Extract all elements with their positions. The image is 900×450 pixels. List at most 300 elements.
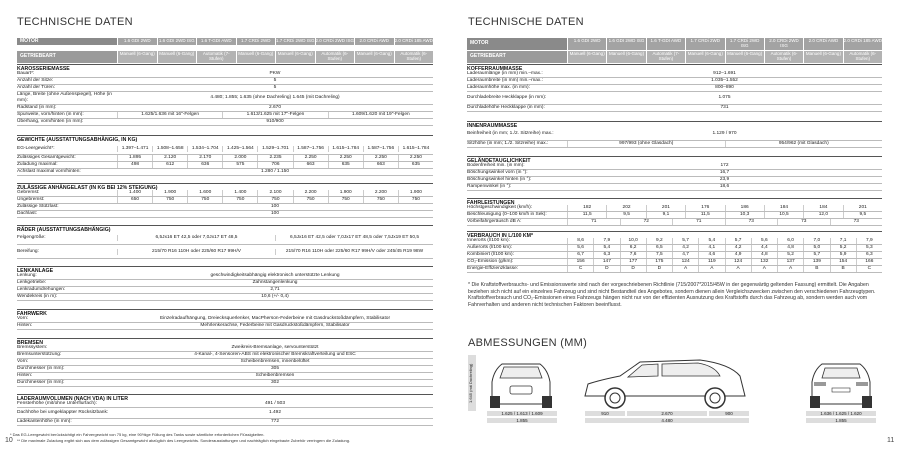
left-row-ladekante: [17, 419, 433, 426]
left-gesamtgewicht-value: 2.120: [152, 155, 187, 161]
left-dachlast-label: Dachlast:: [17, 211, 37, 216]
left-felgen-label: Felgengröße:: [17, 235, 46, 240]
right-row-laderaumhoehe: [467, 85, 882, 92]
right-vorbeifahr-value: 73: [777, 219, 830, 225]
right-vorbeifahr-value: 73: [725, 219, 778, 225]
left-dachlast-value: 100: [270, 211, 279, 216]
right-kombiniert-value: 4,7: [672, 252, 698, 258]
left-zuladung-value: 663: [363, 162, 398, 168]
left-spurweite-value: 1.613/1.625 mit 17"-Felgen: [222, 112, 327, 118]
left-engines-3: 1.7 CRDi 2WD: [236, 38, 276, 45]
left-b_dm_hinten-value: 302: [270, 380, 279, 385]
left-lenkradumdrehungen-label: Lenkradumdrehungen:: [17, 287, 66, 292]
right-co2-value: 156: [567, 259, 593, 265]
right-kombiniert-value: 7,6: [620, 252, 646, 258]
left-karosserie_title: KAROSSERIEMASSE: [17, 64, 433, 72]
right-kombiniert-value: 5,7: [803, 252, 829, 258]
right-row-effizienz: [467, 266, 882, 273]
right-innerorts-value: 6,0: [777, 238, 803, 244]
right-co2-value: 124: [672, 259, 698, 265]
left-row-dachlast: [17, 211, 433, 218]
right-title: TECHNISCHE DATEN: [468, 16, 584, 28]
left-achslast-value: 1.280 / 1.150: [260, 169, 289, 174]
left-leergewicht-label: EG-Leergewicht*:: [17, 145, 55, 151]
right-bodenfreiheit-label: Bodenfreiheit min. (in mm):: [467, 163, 525, 168]
left-lenkradumdrehungen-value: 2,71: [270, 287, 280, 292]
right-hoechst-value: 182: [567, 205, 606, 211]
right-effizienz-value: A: [698, 266, 724, 272]
left-row-lenkung: [17, 273, 433, 280]
left-row-dachhoehe: [17, 408, 433, 419]
right-beschl-value: 9,1: [646, 212, 685, 218]
left-zuladung-value: 636: [187, 162, 222, 168]
left-stuetzlast-value: 100: [270, 204, 279, 209]
left-engines-7: 2.0 CRDi 185 AWD: [394, 38, 433, 43]
left-bremsunterstuetzung-value: 4-Kanal-, 4-Sensoren-ABS mit elektronischer Bremskraftverteilung und ESC: [194, 352, 356, 357]
left-row-leergewicht: [17, 143, 433, 155]
right-fahr_title: FAHRLEISTUNGEN: [467, 198, 882, 206]
right-effizienz-value: C: [567, 266, 593, 272]
left-radstand-label: Radstand (in mm):: [17, 105, 57, 110]
left-zuladung-label: Zuladung maximal:: [17, 162, 58, 167]
left-row-tueren: [17, 85, 433, 92]
left-b_dm_vorn-label: Durchmesser (in mm):: [17, 366, 65, 371]
left-gebremst-value: 1.900: [328, 190, 363, 196]
left-gebremst-value: 2.200: [293, 190, 328, 196]
left-gesamtgewicht-value: 2.250: [328, 155, 363, 161]
left-laenge-value: 4.480; 1.855; 1.635 (ohne Dachreling) 1.645 (mit Dachreling): [210, 95, 340, 100]
right-hoechst-value: 184: [764, 205, 803, 211]
left-zuladung-value: 706: [257, 162, 292, 168]
left-zuladung-value: 635: [398, 162, 433, 168]
right-ausserorts-value: 4,2: [672, 245, 698, 251]
left-gebremst-value: 1.900: [152, 190, 187, 196]
right-effizienz-value: A: [751, 266, 777, 272]
left-bremsen_title: BREMSEN: [17, 338, 433, 346]
left-wendekreis-value: 10,6 (+/- 0,4): [261, 294, 289, 299]
left-bremsunterstuetzung-label: Bremsunterstützung:: [17, 352, 62, 357]
left-engines-0: 1.6 GDI 2WD: [117, 38, 157, 45]
right-boeschung_v-value: 16,7: [719, 170, 730, 175]
right-ausserorts-value: 5,2: [830, 245, 856, 251]
right-kombiniert-value: 7,5: [646, 252, 672, 258]
right-beschl-value: 9,5: [606, 212, 645, 218]
dim-front-height: 1.645 (mit Dachreling): [468, 355, 476, 411]
right-innerorts-value: 8,6: [567, 238, 593, 244]
right-beschl-value: 10,5: [764, 212, 803, 218]
left-stuetzlast-label: Zulässige Stützlast:: [17, 204, 59, 209]
right-row-boeschung_h: [467, 177, 882, 184]
consumption-footnote: * Die Kraftstoffverbrauchs- und Emissionswerte sind nach der vorgeschriebenen Richtlinie (715/2007*2015/45W in der gegenwärtig geltenden Fassung) ermittelt. Die Angaben beziehen sich nicht auf ein einzelnes Fahrzeug und sind nicht Bestandteil des Angebotes, sondern dienen allein Vergleichszwecken zwischen den verschiedenen Fahrzeugtypen. Kraftstoffverbrauch und CO₂-Emissionen eines Fahrzeugs hängen nicht nur von der effizienten Ausnutzung des Kraftstoffs durch das Fahrzeug ab, sondern werden auch vom Fahrverhalten und anderen nicht technischen Faktoren beeinflusst.: [468, 282, 876, 308]
left-gears-4: Manuell (6-Gang): [275, 51, 315, 63]
left-ungebremst-value: 750: [328, 197, 363, 203]
right-vorbeifahr-value: 71: [567, 219, 620, 225]
left-gesamtgewicht-label: Zulässiges Gesamtgewicht:: [17, 155, 76, 160]
right-beschl-value: 11,5: [685, 212, 724, 218]
right-gears-4: Manuell (6-Gang): [725, 51, 764, 63]
right-ausserorts-value: 4,1: [698, 245, 724, 251]
right-kombiniert-value: 4,6: [698, 252, 724, 258]
left-row-sitze: [17, 78, 433, 85]
right-vorbeifahr-value: 72: [620, 219, 673, 225]
dim-length: 4.480: [585, 418, 749, 423]
right-innen_title: INNENRAUMMASSE: [467, 121, 882, 129]
left-ladekante-value: 772: [270, 419, 279, 424]
left-b_vorn-label: Vorn:: [17, 359, 29, 364]
right-co2-value: 175: [646, 259, 672, 265]
right-innerorts-value: 7,1: [830, 238, 856, 244]
left-gebremst-value: 1.600: [187, 190, 222, 196]
right-sitzhoehe-label: Sitzhöhe (in mm; 1./2. Sitzreihe) max.:: [467, 141, 549, 146]
right-kombiniert-value: 6,3: [593, 252, 619, 258]
left-ungebremst-value: 650: [117, 197, 152, 203]
left-gebremst-value: 2.100: [257, 190, 292, 196]
left-gebremst-label: Gebremst:: [17, 190, 40, 195]
left-gewichte_title: GEWICHTE (AUSSTATTUNGSABHÄNGIG, IN KG): [17, 135, 433, 143]
right-ausserorts-value: 5,6: [567, 245, 593, 251]
left-leergewicht-value: 1.534–1.704: [187, 146, 222, 152]
right-laderaumlaenge-value: 912–1.691: [713, 71, 736, 76]
right-effizienz-value: B: [803, 266, 829, 272]
right-sitzhoehe-value: 954/962 (mit Glasdach): [725, 141, 883, 147]
left-ueberhang-value: 910/900: [266, 119, 284, 124]
left-gesamtgewicht-value: 2.250: [293, 155, 328, 161]
right-laderaumhoehe-value: 800–890: [715, 85, 734, 90]
right-row-laderaumlaenge: [467, 71, 882, 78]
right-co2-value: 154: [830, 259, 856, 265]
right-co2-value: 132: [751, 259, 777, 265]
right-laderaumbreite-label: Laderaumbreite (in mm) min.–max.:: [467, 78, 543, 83]
right-effizienz-value: A: [672, 266, 698, 272]
right-sitzhoehe-value: 997/993 (ohne Glasdach): [567, 141, 725, 147]
left-sitze-value: 5: [273, 78, 277, 83]
right-durchladehoehe-label: Durchladehöhe Heckklappe (in mm):: [467, 105, 545, 110]
right-co2-value: 119: [698, 259, 724, 265]
left-lenkgetriebe-label: Lenkgetriebe:: [17, 280, 47, 285]
left-bremssystem-label: Bremssystem:: [17, 345, 48, 350]
right-co2-value: 124: [725, 259, 751, 265]
left-gesamtgewicht-value: 2.000: [222, 155, 257, 161]
right-vorbeifahr-value: 71: [672, 219, 725, 225]
right-row-beschl: [467, 212, 882, 219]
right-gears-7: Automatik (6-Stufen): [843, 51, 882, 63]
right-innerorts-value: 5,7: [725, 238, 751, 244]
left-sitze-label: Anzahl der Sitze:: [17, 78, 54, 83]
left-row-lenkgetriebe: [17, 280, 433, 287]
right-vorbeifahr-value: 73: [830, 219, 883, 225]
dim-rear-track: 1.636 / 1.625 / 1.620: [806, 411, 876, 416]
right-gears-0: Manuell (6-Gang): [567, 51, 606, 63]
left-row-gesamtgewicht: [17, 155, 433, 162]
left-row-zuladung: [17, 162, 433, 169]
right-ausserorts-value: 4,4: [751, 245, 777, 251]
right-innerorts-value: 7,9: [593, 238, 619, 244]
left-wendekreis-label: Wendekreis (in m):: [17, 294, 58, 299]
right-co2-value: 139: [803, 259, 829, 265]
right-innerorts-value: 9,2: [646, 238, 672, 244]
left-leergewicht-value: 1.615–1.784: [328, 146, 363, 152]
left-bereifung-value: 215/70 R16 110H oder 225/60 R17 99H/V oder 245/45 R19 98W: [275, 249, 433, 255]
left-row-felgen: [17, 232, 433, 245]
left-motor-header: MOTOR 1.6 GDI 2WD 1.6 GDI 2WD ISG 1.6 T-GDI AWD 1.7 CRDi 2WD 1.7 CRDi 2WD ISG 2.0 CRDi 2WD ISG 2.0 CRDi AWD 2.0 CRDi 185 AWD: [17, 38, 433, 45]
right-kombiniert-label: Kombiniert (l/100 km):: [467, 252, 514, 257]
right-engines-7: 2.0 CRDi 185 AWD: [843, 38, 882, 50]
right-bodenfreiheit-value: 172: [720, 163, 729, 168]
dim-wheelbase: 2.670: [627, 411, 707, 416]
left-row-spurweite: [17, 112, 433, 119]
right-row-vorbeifahr: [467, 219, 882, 226]
left-bauart-label: Bauart*:: [17, 71, 35, 76]
right-innerorts-value: 5,6: [751, 238, 777, 244]
left-gesamtgewicht-value: 2.250: [363, 155, 398, 161]
right-ausserorts-value: 6,5: [646, 245, 672, 251]
right-kombiniert-value: 6,3: [856, 252, 882, 258]
left-row-b_vorn: [17, 359, 433, 366]
right-innerorts-value: 7,9: [856, 238, 882, 244]
left-leergewicht-value: 1.587–1.756: [363, 146, 398, 152]
right-row-beinfreiheit: [467, 128, 882, 141]
left-leergewicht-value: 1.425–1.564: [222, 146, 257, 152]
right-kombiniert-value: 5,2: [777, 252, 803, 258]
left-gears-0: Manuell (6-Gang): [117, 51, 157, 63]
right-effizienz-value: A: [725, 266, 751, 272]
right-engines-4: 1.7 CRDi 2WD ISG: [725, 38, 764, 50]
left-laenge-label: Länge, Breite (ohne Außenspiegel), Höhe (in mm):: [17, 92, 112, 103]
left-lade_title: LADERAUMVOLUMEN (NACH VDA) IN LITER: [17, 394, 433, 402]
right-kombiniert-value: 5,9: [830, 252, 856, 258]
right-co2-value: 177: [620, 259, 646, 265]
right-innerorts-value: 5,4: [698, 238, 724, 244]
left-leergewicht-value: 1.397–1.471: [117, 146, 152, 152]
left-gears-2: Automatik (7-Stufen): [196, 51, 236, 63]
left-b_vorn-value: Scheibenbremsen, innenbelüftet: [240, 359, 310, 364]
right-boeschung_h-value: 23,9: [719, 177, 730, 182]
right-gear-header: GETRIEBEART Manuell (6-Gang) Manuell (6-Gang) Automatik (7-Stufen) Manuell (6-Gang) Manuell (6-Gang) Automatik (6-Stufen) Manuell (6-Gang) Automatik (6-Stufen): [467, 51, 882, 63]
right-row-durchladehoehe: [467, 105, 882, 112]
left-spurweite-label: Spurweite, vorn/hinten (in mm):: [17, 112, 84, 117]
left-leergewicht-value: 1.615–1.784: [398, 146, 433, 152]
right-hoechst-value: 186: [725, 205, 764, 211]
left-ungebremst-value: 750: [398, 197, 433, 203]
left-gesamtgewicht-value: 2.235: [257, 155, 292, 161]
left-dachhoehe-label: Dachhöhe bei umgeklappter Rücksitzbank:: [17, 410, 109, 415]
right-boeschung_v-label: Böschungswinkel vorn (in °):: [467, 170, 528, 175]
right-gears-3: Manuell (6-Gang): [685, 51, 724, 63]
right-boeschung_h-label: Böschungswinkel hinten (in °):: [467, 177, 532, 182]
right-ausserorts-value: 5,3: [856, 245, 882, 251]
car-side-view-icon: [580, 352, 750, 412]
left-zuladung-value: 612: [152, 162, 187, 168]
dim-front-overhang: 910: [585, 411, 625, 416]
right-verbrauch_title: VERBRAUCH IN L/100 KM*: [467, 231, 882, 239]
right-hoechst-value: 201: [843, 205, 882, 211]
right-co2-value: 166: [856, 259, 882, 265]
right-engines-0: 1.6 GDI 2WD: [567, 38, 606, 50]
left-engines-6: 2.0 CRDi AWD: [354, 38, 394, 45]
left-row-bremsunterstuetzung: [17, 352, 433, 359]
left-tueren-value: 5: [273, 85, 277, 90]
left-row-b_dm_vorn: [17, 366, 433, 373]
left-gesamtgewicht-value: 2.250: [398, 155, 433, 161]
left-fensterhoehe-value: 491 / 503: [264, 401, 285, 406]
right-row-innerorts: [467, 238, 882, 245]
left-row-wendekreis: [17, 294, 433, 301]
right-hoechst-value: 184: [803, 205, 842, 211]
left-lenkung-label: Lenkung:: [17, 273, 37, 278]
right-co2-value: 137: [777, 259, 803, 265]
right-ausserorts-value: 5,0: [803, 245, 829, 251]
left-zuladung-value: 498: [117, 162, 152, 168]
right-gears-2: Automatik (7-Stufen): [646, 51, 685, 63]
left-vorn-label: Vorn:: [17, 316, 29, 321]
left-row-bereifung: [17, 246, 433, 259]
right-row-bodenfreiheit: [467, 163, 882, 170]
left-b_hinten-value: Scheibenbremsen: [255, 373, 295, 378]
right-gears-6: Manuell (6-Gang): [803, 51, 842, 63]
left-tueren-label: Anzahl der Türen:: [17, 85, 56, 90]
right-vorbeifahr-label: Vorbeifahrgeräusch dB A:: [467, 219, 522, 224]
left-page-number: 10: [5, 437, 13, 444]
right-innerorts-value: 5,7: [672, 238, 698, 244]
right-rampenwinkel-label: Rampenwinkel (in °):: [467, 184, 512, 189]
left-row-lenkradumdrehungen: [17, 287, 433, 294]
right-engines-6: 2.0 CRDi AWD: [803, 38, 842, 50]
left-leergewicht-value: 1.529–1.701: [257, 146, 292, 152]
right-effizienz-value: D: [620, 266, 646, 272]
right-laderaumlaenge-label: Laderaumlänge (in mm) min.–max.:: [467, 71, 543, 76]
left-gesamtgewicht-value: 1.895: [117, 155, 152, 161]
left-ungebremst-value: 750: [363, 197, 398, 203]
left-lenk_title: LENKANLAGE: [17, 266, 433, 274]
left-row-b_hinten: [17, 373, 433, 380]
right-durchladebreite-label: Durchladebreite Heckklappe (in mm):: [467, 95, 547, 100]
right-laderaumhoehe-label: Laderaumhöhe max. (in mm):: [467, 85, 530, 90]
right-koffer_title: KOFFERRAUMMASSE: [467, 64, 882, 72]
left-row-radstand: [17, 105, 433, 112]
left-gears-6: Manuell (6-Gang): [354, 51, 394, 63]
left-gear-header: GETRIEBEART Manuell (6-Gang) Manuell (6-Gang) Automatik (7-Stufen) Manuell (6-Gang) Manuell (6-Gang) Automatik (6-Stufen) Manuell (6-Gang) Automatik (6-Stufen): [17, 51, 433, 63]
right-page-number: 11: [887, 437, 895, 444]
right-laderaumbreite-value: 1.035–1.552: [711, 78, 738, 83]
left-lenkung-value: geschwindigkeitsabhängig elektronisch unterstützte Lenkung: [210, 273, 340, 278]
right-ausserorts-value: 5,4: [593, 245, 619, 251]
left-ueberhang-label: Überhang, vorn/hinten (in mm):: [17, 119, 84, 124]
right-row-sitzhoehe: [467, 141, 882, 148]
left-bremssystem-value: Zweikreis-Bremsanlage, servounterstützt: [231, 345, 319, 350]
left-gesamtgewicht-value: 2.170: [187, 155, 222, 161]
left-vorn-value: Einzelradaufhängung, Dreiecksquerlenker, MacPherson-Federbeine mit Gasdruckstoßdämpfern, Stabilisator: [159, 316, 391, 321]
right-gears-5: Automatik (6-Stufen): [764, 51, 803, 63]
dimensions-title: ABMESSUNGEN (MM): [468, 337, 588, 349]
left-radstand-value: 2.670: [268, 105, 281, 110]
left-dachhoehe-value: 1.492: [268, 410, 281, 415]
left-ladekante-label: Ladekantenhöhe (in mm):: [17, 419, 72, 424]
right-beinfreiheit-value: 1.129 / 970: [712, 131, 737, 136]
left-note-1: * Das EG-Leergewicht berücksichtigt ein Fahrergewicht von 75 kg, eine 90%ige Füllung des Tanks sowie sämtliche erforderlichen Flüssigkeiten.: [10, 432, 265, 437]
right-gears-1: Manuell (6-Gang): [606, 51, 645, 63]
left-bereifung-value: 215/70 R16 110H oder 225/60 R17 99H/V: [117, 249, 275, 255]
right-motor-header: MOTOR 1.6 GDI 2WD 1.6 GDI 2WD ISG 1.6 T-GDI AWD 1.7 CRDi 2WD 1.7 CRDi 2WD ISG 2.0 CRDi 2WD ISG 2.0 CRDi AWD 2.0 CRDi 185 AWD: [467, 38, 882, 50]
left-note-2: ** Die maximale Zuladung ergibt sich aus dem zulässigen Gesamtgewicht abzüglich des Leergewichts. Sonderausstattungen und nachträglich eingebaute Zubehör verringern die Zuladung.: [17, 438, 351, 443]
right-row-hoechst: [467, 205, 882, 212]
left-bereifung-label: Bereifung:: [17, 249, 39, 254]
left-b_dm_hinten-label: Durchmesser (in mm):: [17, 380, 65, 385]
right-row-co2: [467, 259, 882, 266]
left-ungebremst-label: Ungebremst:: [17, 197, 45, 202]
left-engines-2: 1.6 T-GDI AWD: [196, 38, 236, 45]
dim-rear-width: 1.855: [806, 418, 876, 423]
right-beschl-value: 9,5: [843, 212, 882, 218]
left-leergewicht-value: 1.508–1.658: [152, 146, 187, 152]
left-spurweite-value: 1.609/1.620 mit 19"-Felgen: [328, 112, 433, 118]
left-hinten-value: Mehrlenkerachse, Federbeine mit Gasdruckstoßdämpfern, Stabilisator: [200, 323, 350, 328]
right-effizienz-value: D: [593, 266, 619, 272]
left-b_dm_vorn-value: 305: [270, 366, 279, 371]
right-effizienz-value: C: [856, 266, 882, 272]
left-raeder_title: RÄDER (AUSSTATTUNGSABHÄNGIG): [17, 225, 433, 233]
right-kombiniert-value: 4,8: [751, 252, 777, 258]
right-hoechst-value: 201: [646, 205, 685, 211]
right-row-kombiniert: [467, 252, 882, 259]
left-ungebremst-value: 750: [222, 197, 257, 203]
left-gears-1: Manuell (6-Gang): [157, 51, 197, 63]
right-durchladebreite-value: 1.075: [718, 95, 731, 100]
left-engines-1: 1.6 GDI 2WD ISG: [157, 38, 197, 45]
right-ausserorts-value: 4,8: [777, 245, 803, 251]
left-row-gebremst: [17, 190, 433, 197]
car-front-view-icon: [480, 352, 562, 412]
left-row-bauart: [17, 71, 433, 78]
right-kombiniert-value: 6,7: [567, 252, 593, 258]
right-rampenwinkel-value: 18,6: [719, 184, 730, 189]
left-zuladung-value: 663: [293, 162, 328, 168]
right-gelaende_title: GELÄNDETAUGLICHKEIT: [467, 156, 882, 164]
right-row-boeschung_v: [467, 170, 882, 177]
car-rear-view-icon: [800, 352, 882, 412]
right-beschl-value: 12,0: [803, 212, 842, 218]
left-row-hinten: [17, 323, 433, 330]
left-b_hinten-label: Hinten:: [17, 373, 33, 378]
right-row-durchladebreite: [467, 92, 882, 105]
right-innerorts-label: Innerorts (l/100 km):: [467, 238, 510, 243]
left-felgen-value: 6,5Jx16 ET 42,5 oder 7,0Jx17 ET 48,5 oder 7,5Jx19 ET 50,5: [275, 235, 433, 241]
right-co2-label: CO₂-Emission (g/km):: [467, 259, 514, 264]
left-row-ungebremst: [17, 197, 433, 204]
left-row-stuetzlast: [17, 204, 433, 211]
left-achslast-label: Achslast maximal vorn/hinten:: [17, 169, 81, 174]
left-anhaenge_title: ZULÄSSIGE ANHÄNGELAST (IN KG BEI 12% STEIGUNG): [17, 183, 433, 191]
right-innerorts-value: 7,0: [803, 238, 829, 244]
left-row-b_dm_hinten: [17, 380, 433, 387]
left-bauart-value: PKW: [269, 71, 281, 76]
right-row-laderaumbreite: [467, 78, 882, 85]
right-effizienz-value: D: [646, 266, 672, 272]
left-hinten-label: Hinten:: [17, 323, 33, 328]
left-row-achslast: [17, 169, 433, 176]
right-engines-3: 1.7 CRDi 2WD: [685, 38, 724, 50]
left-gebremst-value: 2.200: [363, 190, 398, 196]
right-ausserorts-value: 4,2: [725, 245, 751, 251]
right-effizienz-label: Energie-Effizienzklasse:: [467, 266, 519, 271]
right-row-ausserorts: [467, 245, 882, 252]
left-gears-5: Automatik (6-Stufen): [315, 51, 355, 63]
left-gears-7: Automatik (6-Stufen): [394, 51, 434, 63]
right-kombiniert-value: 4,9: [725, 252, 751, 258]
right-durchladehoehe-value: 731: [720, 105, 729, 110]
left-lenkgetriebe-value: Zahnstangenlenkung: [252, 280, 298, 285]
left-ungebremst-value: 750: [152, 197, 187, 203]
right-hoechst-value: 202: [606, 205, 645, 211]
